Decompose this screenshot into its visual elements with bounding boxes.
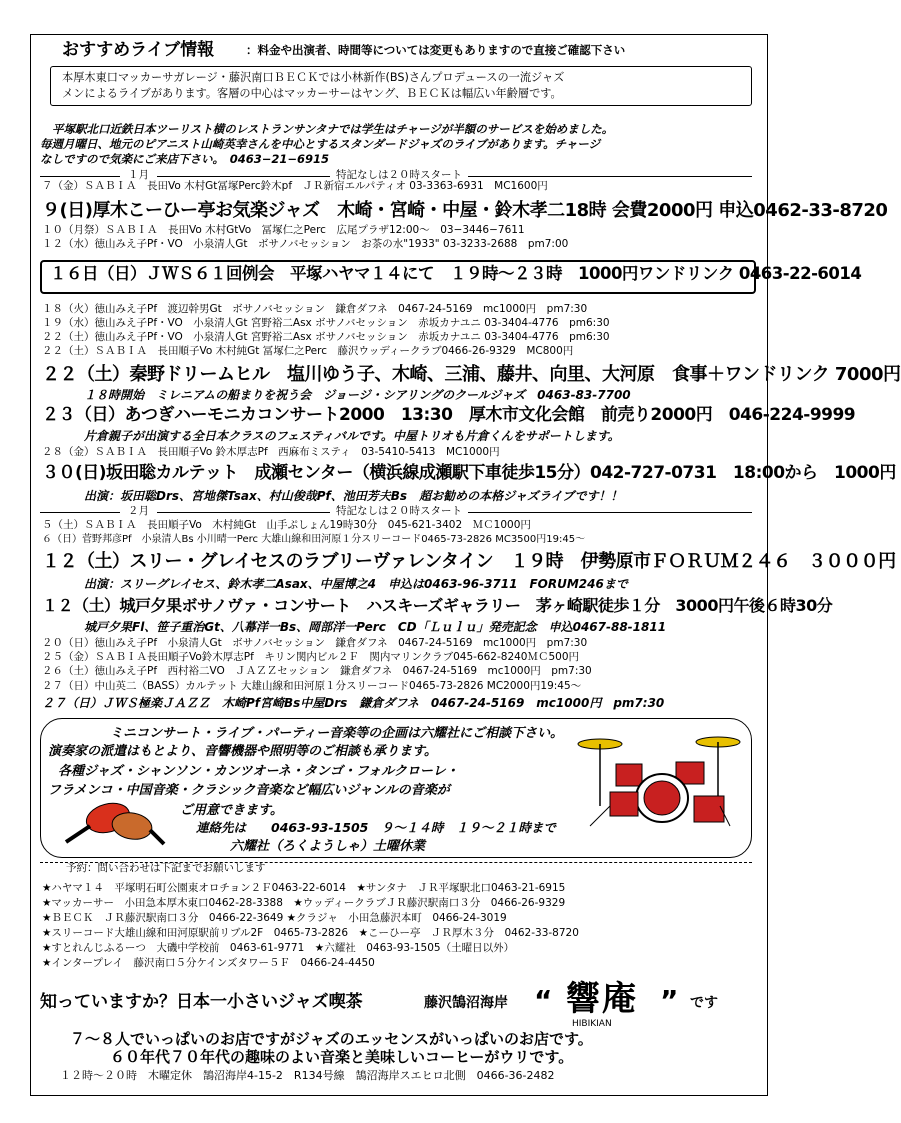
concert-line: フラメンコ・中国音楽・クラシック音楽など幅広いジャンルの音楽が [48,783,450,798]
event-row: ２７（日）中山英二（BASS）カルテット 大雄山線和田河原１分スリーコード0465-73-2826 MC2000円19:45〜 [42,680,582,692]
event-row: ２６（土）徳山みえ子Pf 西村裕二VO ＪＡＺＺセッション 鎌倉ダフネ 0467-24-5169 mc1000円 pm7:30 [42,665,592,677]
contact-line: ★ハヤマ１４ 平塚明石町公園東オロチョン２Ｆ0463-22-6014 ★サンタナ ＪＲ平塚駅北口0463-21-6915 [42,882,566,894]
intro-line-2: メンによるライブがあります。客層の中心はマッカーサーはヤング、ＢＥＣＫは幅広い年齢層です。 [62,87,562,100]
event-row: ２８（金）ＳＡＢＩＡ 長田順子Vo 鈴木厚志Pf 西麻布ミスティ 03-5410-5413 MC1000円 [42,446,500,458]
event-row: ２０（日）徳山みえ子Pf 小泉清人Gt ボサノバセッション 鎌倉ダフネ 0467-24-5169 mc1000円 pm7:30 [42,637,588,649]
event-row: ２２（土）秦野ドリームヒル 塩川ゆう子、木崎、三浦、藤井、向里、大河原 食事＋ワンドリンク 7000円 [42,364,901,385]
event-row: ９(日)厚木こーひー亭お気楽ジャズ 木崎・宮崎・中屋・鈴木孝二18時 会費2000円 申込0462-33-8720 [42,200,888,221]
event-row: ７（金）ＳＡＢＩＡ 長田Vo 木村Gt冨塚Perc鈴木pf ＪＲ新宿エルパティオ 03-3363-6931 MC1600円 [42,180,548,192]
concert-line: ミニコンサート・ライブ・パーティー音楽等の企画は六耀社にご相談下さい。 [110,726,564,741]
event-row: ３０(日)坂田聡カルテット 成瀬センター（横浜線成瀬駅下車徒歩15分）042-727-0731 18:00から 1000円 [42,463,896,483]
event-row: １２（水）徳山みえ子Pf・VO 小泉清人Gt ボサノバセッション お茶の水"1933" 03-3233-2688 pm7:00 [42,238,569,250]
footer-place: 藤沢鵠沼海岸 [424,995,508,1011]
event-row: ２５（金）ＳＡＢＩＡ長田順子Vo鈴木厚志Pf キリン関内ビル２Ｆ 関内マリンクラブ045-662-8240ＭＣ500円 [42,651,580,663]
jan-month: １月 [120,170,157,181]
santana-line-2: 毎週月曜日、地元のピアニスト山崎英幸さんを中心とするスタンダードジャズのライブがあります。チャージ [40,137,601,151]
contact-line: ★インタープレイ 藤沢南口５分ケインズタワー５Ｆ 0466-24-4450 [42,957,375,969]
santana-line-3: なしですので気楽にご来店下さい。 0463−21−6915 [40,152,330,166]
event-row: ２３（日）あつぎハーモニカコンサート2000 13:30 厚木市文化会館 前売り2000円 046-224-9999 [42,405,856,425]
event-detail: 出演：スリーグレイセス、鈴木孝二Asax、中屋博之4 申込は0463-96-3711 FORUM246まで [84,577,628,591]
footer-line-3: １２時〜２０時 木曜定休 鵠沼海岸4-15-2 R134号線 鵠沼海岸スエヒロ北側 0466-36-2482 [60,1069,555,1082]
footer-quote-open: “ [534,984,553,1017]
concert-line: 六耀社（ろくようしゃ）土曜休業 [230,839,426,854]
jan-note: 特記なしは２０時スタート [330,170,468,181]
footer-quote-close: ” [660,984,679,1017]
maracas-icon [60,790,170,850]
concert-line: 連絡先は 0463-93-1505 ９〜１４時 １９〜２１時まで [196,820,556,835]
contact-line: ★スリーコード大雄山線和田河原駅前リブル2F 0465-73-2826 ★こーひー亭 ＪＲ厚木３分 0462-33-8720 [42,927,579,939]
event-row: １６日（日）ＪＷＳ６１回例会 平塚ハヤマ１４にて １９時〜２３時 1000円ワンドリンク 0463-22-6014 [50,264,862,283]
event-detail: 片倉親子が出演する全日本クラスのフェスティバルです。中屋トリオも片倉くんをサポートします。 [84,429,620,443]
santana-line-1: 平塚駅北口近鉄日本ツーリスト横のレストランサンタナでは学生はチャージが半額のサービスを始めました。 [52,122,614,136]
drum-kit-icon [570,726,748,830]
event-detail: 城戸夕果Fl、笹子重治Gt、八幕洋一Bs、岡部洋一Perc CD「Ｌｕｌｕ」発売記念 申込0467-88-1811 [84,620,667,634]
event-row: １９（水）徳山みえ子Pf・VO 小泉清人Gt 宮野裕二Asx ボサノバセッション 赤坂カナユニ 03-3404-4776 pm6:30 [42,317,610,329]
shop-romaji: HIBIKIAN [572,1019,612,1029]
footer-question: 知っていますか？日本一小さいジャズ喫茶 [40,992,363,1012]
footer-desu: です [690,995,718,1011]
event-row: １８（火）徳山みえ子Pf 渡辺幹男Gt ボサノバセッション 鎌倉ダフネ 0467-24-5169 mc1000円 pm7:30 [42,303,588,315]
event-row: １２（土）城戸夕果ボサノヴァ・コンサート ハスキーズギャラリー 茅ヶ崎駅徒歩１分 3000円午後６時30分 [42,596,833,615]
event-row: １０（月祭）ＳＡＢＩＡ 長田Vo 木村GtVo 冨塚仁之Perc 広尾プラザ12:00〜 03−3446−7611 [42,224,525,236]
event-row: １２（土）スリー・グレイセスのラブリーヴァレンタイン １９時 伊勢原市ＦＯＲＵＭ２４６ ３０００円 [42,551,896,572]
event-detail: １８時開始 ミレニアムの船まりを祝う会 ジョージ・シアリングのクールジャズ 0463-83-7700 [84,388,631,402]
contact-line: ★マッカーサー 小田急本厚木東口0462-28-3388 ★ウッディークラブＪＲ藤沢駅南口３分 0466-26-9329 [42,897,566,909]
event-row: ５（土）ＳＡＢＩＡ 長田順子Vo 木村純Gt 山手ぷしょん19時30分 045-621-3402 ＭＣ1000円 [42,519,531,531]
event-row: ２２（土）ＳＡＢＩＡ 長田順子Vo 木村純Gt 冨塚仁之Perc 藤沢ウッディークラブ0466-26-9329 MC800円 [42,345,574,357]
concert-line: 演奏家の派遣はもとより、音響機器や照明等のご相談も承ります。 [48,744,437,759]
contact-line: ★ＢＥＣＫ ＪＲ藤沢駅南口３分 0466-22-3649 ★クラジャ 小田急藤沢本町 0466-24-3019 [42,912,507,924]
intro-line-1: 本厚木東口マッカーサガレージ・藤沢南口ＢＥＣＫでは小林新作(BS)さんプロデュースの一流ジャズ [62,71,565,84]
contact-line: ★すとれんじふるーつ 大磯中学校前 0463-61-9771 ★六耀社 0463-93-1505（土曜日以外） [42,942,515,954]
concert-line: ご用意できます。 [180,803,283,818]
event-row: ６（日）菅野邦彦Pf 小泉清人Bs 小川晴一Perc 大雄山線和田河原１分スリーコード0465-73-2826 MC3500円19:45〜 [42,534,586,545]
footer-line-2: ６０年代７０年代の趣味のよい音楽と美味しいコーヒーがウリです。 [110,1048,574,1066]
feb-month: ２月 [120,506,157,517]
footer-line-1: ７〜８人でいっぱいのお店ですがジャズのエッセンスがいっぱいのお店です。 [70,1030,593,1048]
event-row: ２７（日）ＪＷＳ極楽ＪＡＺＺ 木崎Pf宮崎Bs中屋Drs 鎌倉ダフネ 0467-24-5169 mc1000円 pm7:30 [42,696,665,710]
page-title: おすすめライブ情報 [62,40,215,60]
feb-note: 特記なしは２０時スタート [330,506,468,517]
event-detail: 出演：坂田聡Drs、宮地傑Tsax、村山俊哉Pf、池田芳夫Bs 超お勧めの本格ジャズライブです！！ [84,489,623,503]
header-note: ：料金や出演者、時間等については変更もありますので直接ご確認下さい [246,43,626,57]
event-row: ２２（土）徳山みえ子Pf・VO 小泉清人Gt 宮野裕二Asx ボサノバセッション 赤坂カナユニ 03-3404-4776 pm6:30 [42,331,610,343]
shop-name: 響庵 [566,979,638,1019]
concert-line: 各種ジャズ・シャンソン・カンツオーネ・タンゴ・フォルクローレ・ [58,764,459,779]
contacts-header: 予約：問い合わせは下記までお願いします [66,862,266,874]
